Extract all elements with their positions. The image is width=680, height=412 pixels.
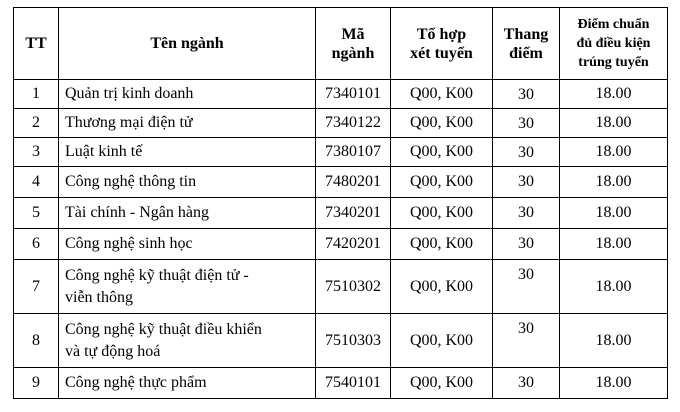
cell-tt: 9 (14, 368, 59, 399)
cell-tt: 6 (14, 229, 59, 260)
cell-score: 18.00 (560, 368, 668, 399)
cell-score: 18.00 (560, 198, 668, 229)
header-scale-line2: điểm (509, 44, 543, 62)
header-tt: TT (14, 8, 59, 80)
table-row (14, 229, 668, 260)
cell-code: 7420201 (316, 229, 391, 260)
table-row (14, 198, 668, 229)
cell-name: Quản trị kinh doanh (59, 80, 316, 109)
cell-code: 7340122 (316, 109, 391, 138)
header-score (560, 8, 668, 80)
cell-name: Công nghệ thực phẩm (59, 368, 316, 399)
cell-name-line2: và tự động hoá (65, 342, 161, 360)
cell-combo: Q00, K00 (391, 138, 493, 167)
cell-code: 7510302 (316, 260, 391, 314)
cell-combo: Q00, K00 (391, 167, 493, 198)
cell-name (59, 314, 316, 368)
admission-score-table (13, 7, 668, 399)
cell-scale: 30 (493, 167, 560, 198)
cell-tt: 8 (14, 314, 59, 368)
cell-tt: 7 (14, 260, 59, 314)
header-scale-line1: Thang (503, 25, 549, 43)
header-score-line3: trúng tuyển (578, 55, 649, 70)
cell-name (59, 260, 316, 314)
cell-combo: Q00, K00 (391, 229, 493, 260)
cell-score: 18.00 (560, 109, 668, 138)
cell-scale: 30 (493, 368, 560, 399)
cell-score: 18.00 (560, 314, 668, 368)
table-row (14, 368, 668, 399)
cell-combo: Q00, K00 (391, 260, 493, 314)
header-row (14, 8, 668, 80)
header-combo (391, 8, 493, 80)
table-row (14, 314, 668, 368)
cell-scale: 30 (493, 138, 560, 167)
cell-code: 7380107 (316, 138, 391, 167)
cell-combo: Q00, K00 (391, 80, 493, 109)
cell-name: Công nghệ sinh học (59, 229, 316, 260)
cell-name: Thương mại điện tử (59, 109, 316, 138)
header-combo-line1: Tổ hợp (416, 25, 467, 43)
header-combo-line2: xét tuyển (410, 44, 473, 62)
cell-score: 18.00 (560, 260, 668, 314)
cell-score: 18.00 (560, 138, 668, 167)
cell-scale: 30 (493, 229, 560, 260)
cell-tt: 2 (14, 109, 59, 138)
cell-tt: 5 (14, 198, 59, 229)
cell-scale: 30 (493, 109, 560, 138)
cell-scale: 30 (493, 198, 560, 229)
table-row (14, 167, 668, 198)
cell-name: Tài chính - Ngân hàng (59, 198, 316, 229)
header-code (316, 8, 391, 80)
cell-combo: Q00, K00 (391, 198, 493, 229)
table-row (14, 260, 668, 314)
cell-combo: Q00, K00 (391, 109, 493, 138)
cell-tt: 1 (14, 80, 59, 109)
cell-name: Luật kinh tế (59, 138, 316, 167)
cell-code: 7510303 (316, 314, 391, 368)
cell-name: Công nghệ thông tin (59, 167, 316, 198)
cell-scale: 30 (493, 80, 560, 109)
cell-name-line1: Công nghệ kỹ thuật điều khiển (65, 320, 262, 338)
cell-combo: Q00, K00 (391, 368, 493, 399)
header-score-line2: đủ điều kiện (576, 36, 651, 51)
cell-code: 7340201 (316, 198, 391, 229)
cell-name-line1: Công nghệ kỹ thuật điện tử - (65, 266, 249, 284)
cell-score: 18.00 (560, 80, 668, 109)
header-code-line2: ngành (331, 44, 375, 62)
table-row (14, 138, 668, 167)
table-row (14, 80, 668, 109)
header-name: Tên ngành (59, 8, 316, 80)
cell-tt: 4 (14, 167, 59, 198)
header-score-line1: Điểm chuẩn (577, 17, 650, 32)
cell-code: 7480201 (316, 167, 391, 198)
cell-name-line2: viễn thông (65, 288, 133, 306)
table-row (14, 109, 668, 138)
cell-score: 18.00 (560, 167, 668, 198)
cell-tt: 3 (14, 138, 59, 167)
cell-scale: 30 (493, 314, 560, 368)
cell-code: 7540101 (316, 368, 391, 399)
cell-combo: Q00, K00 (391, 314, 493, 368)
header-code-line1: Mã (341, 25, 365, 43)
header-scale (493, 8, 560, 80)
cell-code: 7340101 (316, 80, 391, 109)
cell-scale: 30 (493, 260, 560, 314)
cell-score: 18.00 (560, 229, 668, 260)
